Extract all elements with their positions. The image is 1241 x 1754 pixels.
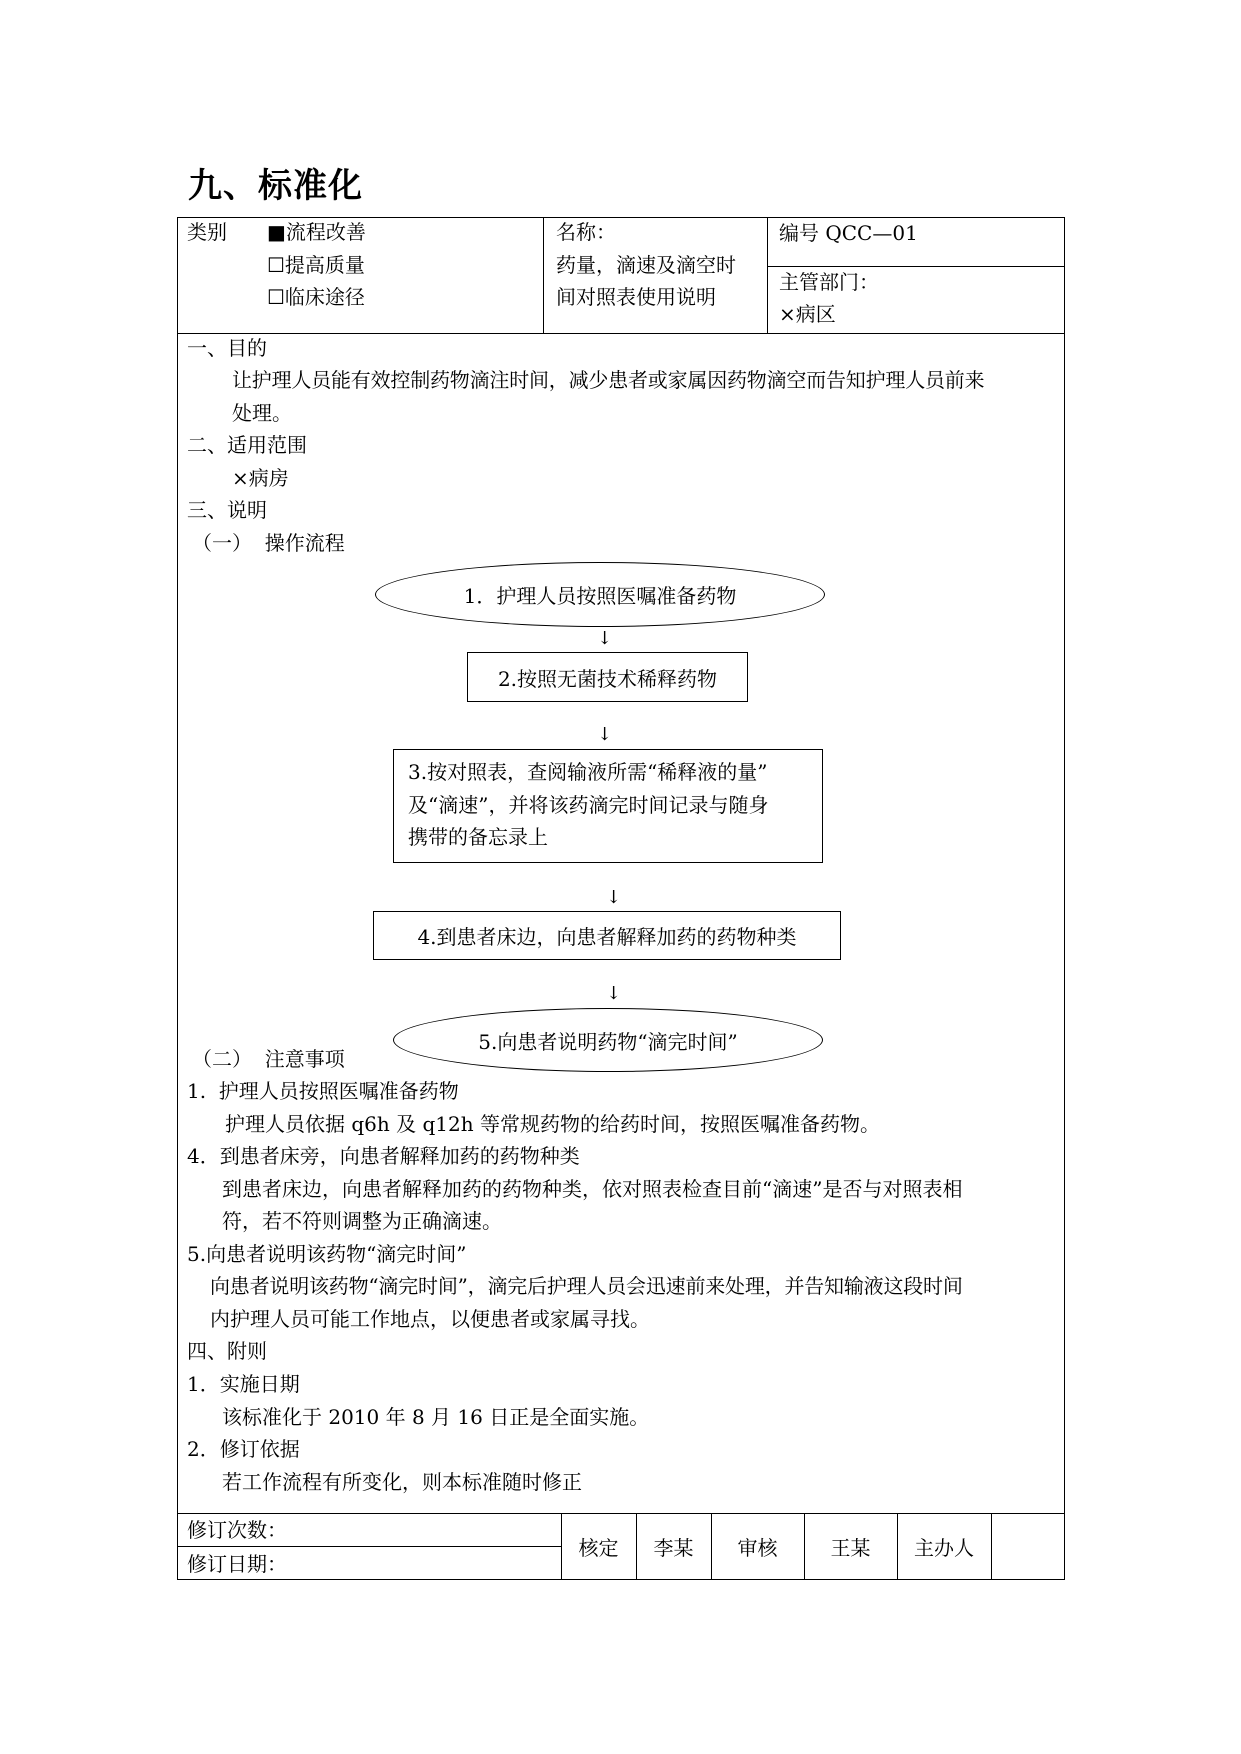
flow-step-1-oval <box>375 562 825 627</box>
header-divider-1 <box>543 217 544 333</box>
verify-name <box>636 1513 711 1579</box>
category-label: 类别 <box>187 220 227 244</box>
flow-step-4-text: 4.到患者床边，向患者解释加药的药物种类 <box>417 925 797 949</box>
footer-middle-line <box>177 1546 561 1547</box>
verify-label-text: 核定 <box>578 1535 619 1560</box>
verify-name-text: 李某 <box>653 1535 694 1560</box>
host-label-text: 主办人 <box>914 1535 974 1560</box>
note-1-body: 护理人员依据 q6h 及 q12h 等常规药物的给药时间，按照医嘱准备药物。 <box>225 1112 880 1136</box>
name-line-1: 药量，滴速及滴空时 <box>556 253 736 277</box>
arrow-down-icon: ↓ <box>597 724 613 745</box>
section-scope-title: 二、适用范围 <box>187 433 307 457</box>
subsection-operation-flow: （一） 操作流程 <box>192 531 345 555</box>
appendix-2-body: 若工作流程有所变化，则本标准随时修正 <box>222 1470 582 1494</box>
note-5-body-line-2: 内护理人员可能工作地点，以便患者或家属寻找。 <box>210 1307 650 1331</box>
appendix-2-title: 2．修订依据 <box>187 1437 300 1461</box>
section-purpose-line-2: 处理。 <box>232 401 292 425</box>
arrow-down-icon: ↓ <box>606 887 622 908</box>
note-5-title: 5.向患者说明该药物“滴完时间” <box>187 1242 467 1266</box>
section-purpose-line-1: 让护理人员能有效控制药物滴注时间，减少患者或家属因药物滴空而告知护理人员前来 <box>232 368 985 392</box>
option-clinical-pathway: ☐临床途径 <box>267 285 365 309</box>
review-label-text: 审核 <box>737 1535 778 1560</box>
department-label: 主管部门： <box>779 270 879 294</box>
name-label: 名称： <box>556 220 616 244</box>
note-4-body-line-1: 到患者床边，向患者解释加药的药物种类，依对照表检查目前“滴速”是否与对照表相 <box>222 1177 963 1201</box>
flow-step-5-text: 5.向患者说明药物“滴完时间” <box>478 1029 738 1054</box>
section-purpose-title: 一、目的 <box>187 336 267 360</box>
note-4-body-line-2: 符，若不符则调整为正确滴速。 <box>222 1209 502 1233</box>
note-4-title: 4．到患者床旁，向患者解释加药的药物种类 <box>187 1144 580 1168</box>
subsection-notes: （二） 注意事项 <box>192 1047 345 1071</box>
appendix-1-body: 该标准化于 2010 年 8 月 16 日正是全面实施。 <box>222 1405 650 1429</box>
document-code: 编号 QCC—01 <box>779 221 918 245</box>
note-5-body-line-1: 向患者说明该药物“滴完时间”，滴完后护理人员会迅速前来处理，并告知输液这段时间 <box>210 1274 963 1298</box>
host-label <box>897 1513 991 1579</box>
name-line-2: 间对照表使用说明 <box>556 285 716 309</box>
appendix-1-title: 1．实施日期 <box>187 1372 300 1396</box>
flow-step-3-line-1: 3.按对照表，查阅输液所需“稀释液的量” <box>408 760 768 784</box>
arrow-down-icon: ↓ <box>597 628 613 649</box>
flow-step-2-box <box>467 652 748 702</box>
flow-step-3-box <box>393 749 823 863</box>
page-title: 九、标准化 <box>188 166 363 206</box>
review-label <box>711 1513 804 1579</box>
flow-step-1-text: 1．护理人员按照医嘱准备药物 <box>463 584 737 608</box>
flow-step-5-oval <box>393 1008 823 1072</box>
arrow-down-icon: ↓ <box>606 983 622 1004</box>
option-process-improvement: ■流程改善 <box>267 220 366 244</box>
review-name-text: 王某 <box>830 1535 871 1560</box>
section-description-title: 三、说明 <box>187 498 267 522</box>
revision-date-label: 修订日期： <box>187 1552 287 1576</box>
flow-step-4-box <box>373 911 841 960</box>
note-1-title: 1. 护理人员按照医嘱准备药物 <box>187 1079 459 1103</box>
header-code-line <box>767 266 1065 267</box>
host-name <box>991 1513 1065 1579</box>
section-scope-body: ×病房 <box>232 466 289 490</box>
flow-step-3-line-2: 及“滴速”，并将该药滴完时间记录与随身 <box>408 793 769 817</box>
flow-step-2-text: 2.按照无菌技术稀释药物 <box>497 666 718 691</box>
department-value: ×病区 <box>779 302 836 326</box>
header-bottom-line <box>177 333 1065 334</box>
verify-label <box>561 1513 636 1579</box>
flow-step-3-line-3: 携带的备忘录上 <box>408 825 548 849</box>
review-name <box>804 1513 897 1579</box>
option-improve-quality: ☐提高质量 <box>267 253 365 277</box>
header-divider-2 <box>767 217 768 333</box>
revision-count-label: 修订次数： <box>187 1518 287 1542</box>
section-appendix-title: 四、附则 <box>187 1339 267 1363</box>
